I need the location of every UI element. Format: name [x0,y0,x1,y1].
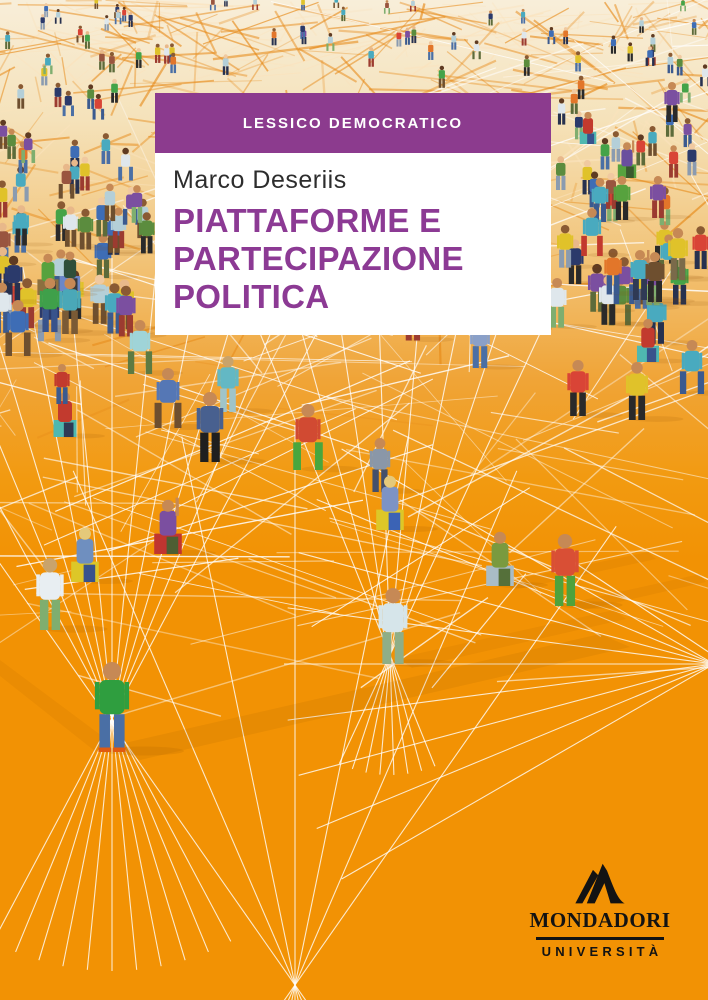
title-box [155,93,551,335]
title-line-3: POLITICA [173,278,330,315]
publisher-division: UNIVERSITÀ [541,943,663,959]
series-banner [155,93,551,153]
title-line-1: PIATTAFORME E [173,202,442,239]
publisher-logo [515,862,685,959]
publisher-name: MONDADORI [529,908,671,932]
title-line-2: PARTECIPAZIONE [173,240,464,277]
book-title [173,202,551,316]
series-label: LESSICO DEMOCRATICO [242,114,464,132]
mondadori-mountain-icon [570,862,630,906]
author-name: Marco Deseriis [173,166,347,194]
publisher-divider [536,937,664,940]
